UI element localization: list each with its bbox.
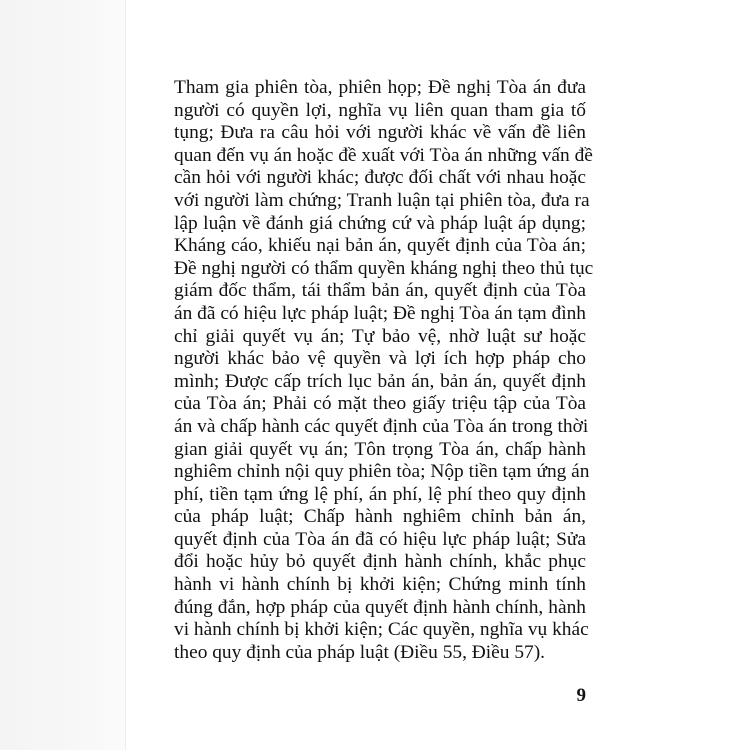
binding-margin: [0, 0, 126, 750]
text-line: nghiêm chỉnh nội quy phiên tòa; Nộp tiền tạm ứng án: [174, 461, 590, 483]
text-line: quan đến vụ án hoặc đề xuất với Tòa án những vấn đề: [174, 144, 593, 166]
text-line: cần hỏi với người khác; được đối chất với nhau hoặc: [174, 167, 586, 189]
text-line: phí, tiền tạm ứng lệ phí, án phí, lệ phí theo quy định: [174, 483, 586, 505]
text-line: mình; Được cấp trích lục bản án, bản án, quyết định: [174, 370, 586, 392]
text-line: đúng đắn, hợp pháp của quyết định hành chính, hành: [174, 596, 586, 618]
body-paragraph: [174, 77, 594, 664]
text-line: Đề nghị người có thẩm quyền kháng nghị theo thủ tục: [174, 257, 594, 279]
text-line: đổi hoặc hủy bỏ quyết định hành chính, khắc phục: [174, 551, 586, 573]
text-line: giám đốc thẩm, tái thẩm bản án, quyết định của Tòa: [174, 280, 586, 302]
text-line: quyết định của Tòa án đã có hiệu lực pháp luật; Sửa: [174, 528, 586, 550]
text-line: của pháp luật; Chấp hành nghiêm chỉnh bản án,: [174, 506, 586, 528]
text-line: án đã có hiệu lực pháp luật; Đề nghị Tòa án tạm đình: [174, 302, 586, 324]
text-line: chỉ giải quyết vụ án; Tự bảo vệ, nhờ luật sư hoặc: [174, 325, 586, 347]
text-line: lập luận về đánh giá chứng cứ và pháp luật áp dụng;: [174, 212, 586, 234]
text-line: theo quy định của pháp luật (Điều 55, Điều 57).: [174, 641, 546, 663]
text-line: của Tòa án; Phải có mặt theo giấy triệu tập của Tòa: [174, 393, 586, 415]
text-line: hành vi hành chính bị khởi kiện; Chứng minh tính: [174, 574, 586, 596]
page-number: 9: [576, 685, 586, 706]
text-line: người khác bảo vệ quyền và lợi ích hợp pháp cho: [174, 348, 586, 370]
text-line: với người làm chứng; Tranh luận tại phiên tòa, đưa ra: [174, 189, 590, 211]
text-line: án và chấp hành các quyết định của Tòa án trong thời: [174, 415, 589, 437]
text-line: vi hành chính bị khởi kiện; Các quyền, nghĩa vụ khác: [174, 619, 589, 641]
text-line: gian giải quyết vụ án; Tôn trọng Tòa án, chấp hành: [174, 438, 586, 460]
text-line: Kháng cáo, khiếu nại bản án, quyết định của Tòa án;: [174, 235, 586, 257]
text-line: tụng; Đưa ra câu hỏi với người khác về vấn đề liên: [174, 122, 586, 144]
text-line: Tham gia phiên tòa, phiên họp; Đề nghị Tòa án đưa: [174, 77, 586, 98]
text-line: người có quyền lợi, nghĩa vụ liên quan tham gia tố: [174, 99, 586, 121]
